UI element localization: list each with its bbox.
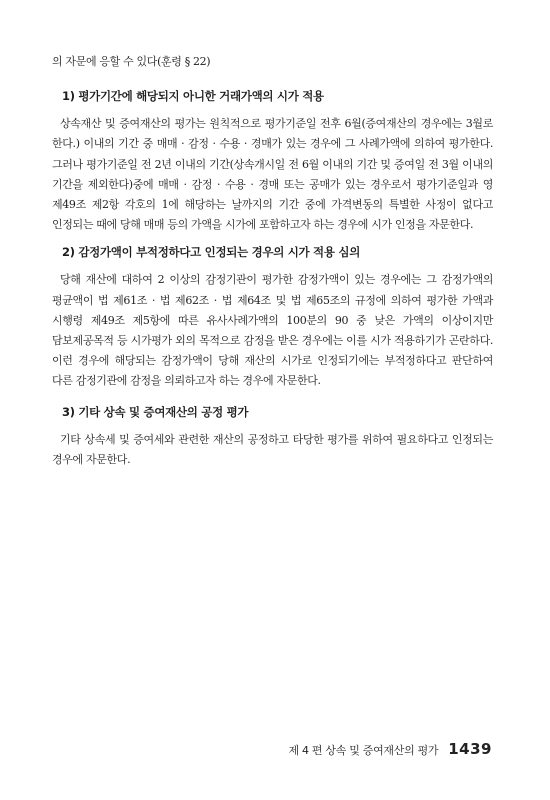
page-content — [52, 52, 493, 470]
intro-text: 의 자문에 응할 수 있다(훈령 § 22) — [52, 55, 211, 68]
page-footer — [288, 740, 492, 758]
page-number: 1439 — [448, 740, 492, 758]
section-3-heading: 3) 기타 상속 및 증여재산의 공정 평가 — [62, 404, 249, 419]
section-1-body: 상속재산 및 증여재산의 평가는 원칙적으로 평가기준일 전후 6월(증여재산의 경우에는 3월로 한다.) 이내의 기간 중 매매 · 감정 · 수용 · 경매가 있는 경우에 그 사례가액에 의하여 평가한다. 그러나 평가기준일 전 2년 이내의 기간(상속개시일 전 6월 이내의 기간 및 증여일 전 3월 이내의 기간을 제외한다)중에 매매 · 감정 · 수용 · 경매 또는 공매가 있는 경우로서 평가기준일과 영 제49조 제2항 각호의 1에 해당하는 날까지의 기간 중에 가격변동의 특별한 사정이 없다고 인정되는 때에 당해 매매 등의 가액을 시가에 포함하고자 하는 경우에 시가 인정을 자문한다. — [52, 117, 493, 232]
section-1-heading: 1) 평가기간에 해당되지 아니한 거래가액의 시가 적용 — [62, 89, 324, 104]
section-3-body: 기타 상속세 및 증여세와 관련한 재산의 공정하고 타당한 평가를 위하여 필요하다고 인정되는 경우에 자문한다. — [52, 432, 493, 466]
footer-chapter-title: 제 4 편 상속 및 증여재산의 평가 — [288, 744, 439, 757]
section-2-body: 당해 재산에 대하여 2 이상의 감정기관이 평가한 감정가액이 있는 경우에는 그 감정가액의 평균액이 법 제61조 · 법 제62조 · 법 제64조 및 법 제65조의 규정에 의하여 평가한 가액과 시행령 제49조 제5항에 따른 유사사례가액의 100분의 90 중 낮은 가액의 이상이지만 담보제공목적 등 시가평가 외의 목적으로 감정을 받은 경우에는 이를 시가 적용하기가 곤란하다. 이런 경우에 해당되는 감정가액이 당해 재산의 시가로 인정되기에는 부적정하다고 판단하여 다른 감정기관에 감정을 의뢰하고자 하는 경우에 자문한다. — [52, 273, 493, 388]
section-2-heading: 2) 감정가액이 부적정하다고 인정되는 경우의 시가 적용 심의 — [62, 245, 360, 260]
